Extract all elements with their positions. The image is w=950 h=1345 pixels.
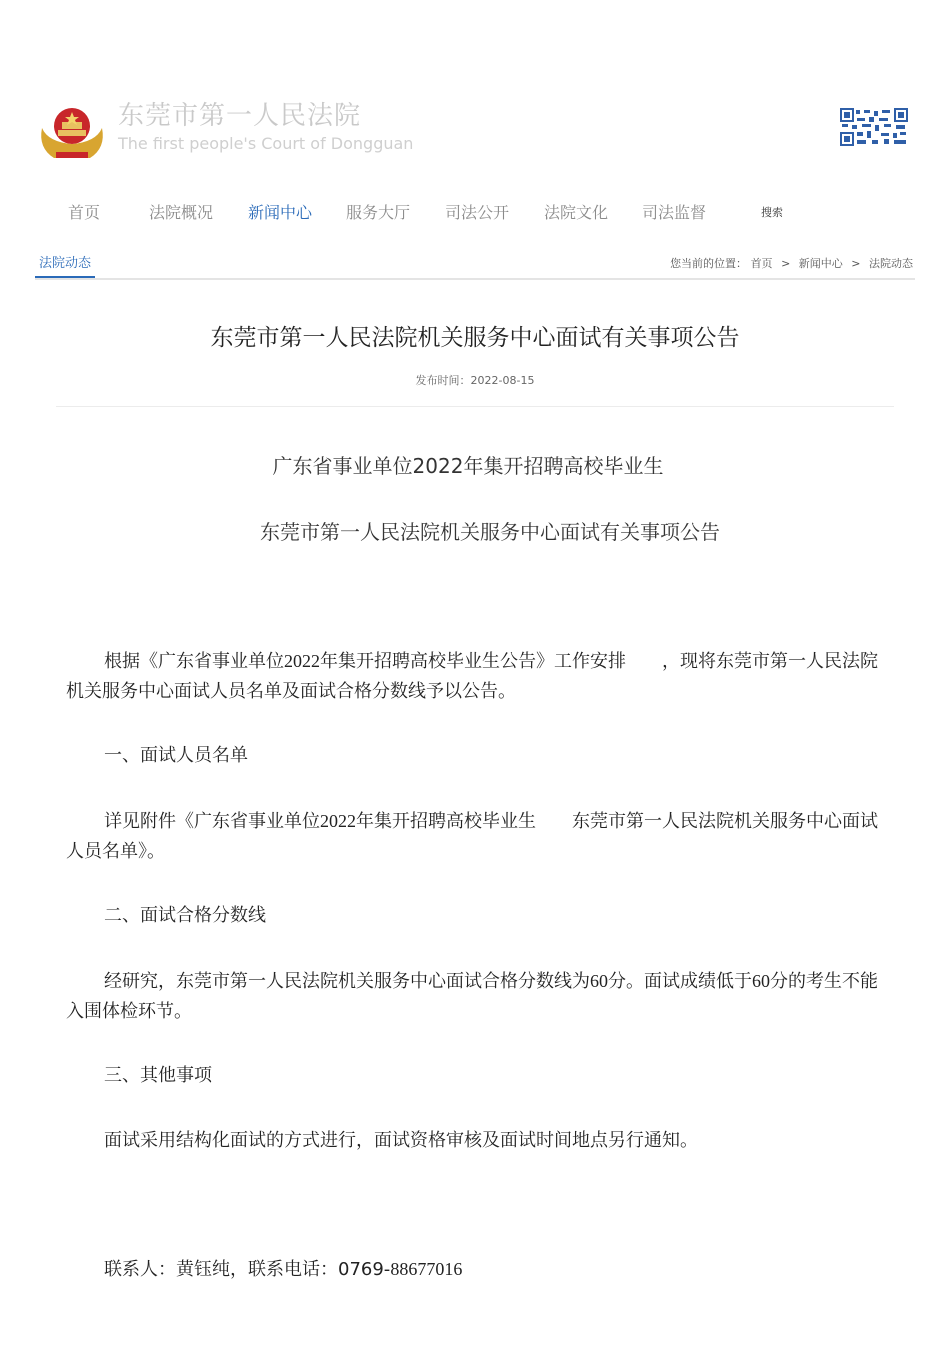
section-heading-1: 一、面试人员名单 (104, 745, 248, 766)
nav-item-judicial-supervision[interactable]: 司法监督 (642, 203, 707, 222)
nav-item-service-hall[interactable]: 服务大厅 (346, 203, 411, 222)
breadcrumb-prefix: 您当前的位置： (670, 257, 748, 270)
contact-line (66, 1254, 878, 1285)
tab-court-news[interactable]: 法院动态 (35, 254, 95, 278)
title-divider (56, 406, 894, 407)
paragraph-attachment (66, 806, 878, 867)
paragraph-intro (66, 646, 878, 707)
nav-item-court-overview[interactable]: 法院概况 (149, 203, 214, 222)
contact-prefix: 联系人：黄钰纯，联系电话： (104, 1259, 338, 1280)
contact-area-code: 0769- (338, 1259, 391, 1280)
para3-text-b: 分。面试成绩低于 (608, 971, 752, 992)
para2-text-c: 东莞市第一人民法院机关服务中心面试人员名单》。 (66, 811, 878, 862)
para1-year: 2022 (284, 651, 320, 671)
breadcrumb-link-home[interactable]: 首页 (750, 257, 773, 270)
publish-date-label: 发布时间： (415, 374, 471, 387)
qr-code-icon (840, 108, 908, 146)
para1-text-c: ，现将东莞市第一人民法院机关服务中心面试人员名单及面试合格分数线予以公告。 (66, 651, 878, 702)
section-heading-2: 二、面试合格分数线 (104, 905, 266, 926)
article-heading-line1: 广东省事业单位2022年集开招聘高校毕业生 (272, 454, 664, 478)
nav-item-news-center[interactable]: 新闻中心 (248, 203, 313, 222)
para3-score-2: 60 (752, 971, 770, 991)
para1-text-a: 根据《广东省事业单位 (104, 651, 284, 672)
article-title: 东莞市第一人民法院机关服务中心面试有关事项公告 (210, 325, 740, 351)
nav-item-home[interactable]: 首页 (68, 203, 101, 222)
court-emblem-icon (36, 108, 108, 160)
nav-item-court-culture[interactable]: 法院文化 (544, 203, 609, 222)
main-nav (0, 198, 950, 232)
search-button[interactable]: 搜索 (761, 206, 783, 219)
nav-item-judicial-openness[interactable]: 司法公开 (445, 203, 510, 222)
publish-date (0, 373, 950, 389)
breadcrumb-separator: > (851, 257, 861, 270)
breadcrumb (670, 254, 913, 274)
section-bar (35, 252, 915, 280)
section-heading-3: 三、其他事项 (104, 1065, 212, 1086)
paragraph-other-matters: 面试采用结构化面试的方式进行，面试资格审核及面试时间地点另行通知。 (104, 1130, 698, 1151)
site-subtitle: The first people's Court of Dongguan (118, 134, 414, 153)
article-heading-line2: 东莞市第一人民法院机关服务中心面试有关事项公告 (260, 520, 720, 544)
paragraph-passing-score (66, 966, 878, 1027)
para3-score-1: 60 (590, 971, 608, 991)
site-header (0, 0, 950, 180)
para2-text-a: 详见附件《广东省事业单位 (104, 811, 320, 832)
breadcrumb-link-news-center[interactable]: 新闻中心 (798, 257, 843, 270)
para1-text-b: 年集开招聘高校毕业生公告》工作安排 (320, 651, 626, 672)
breadcrumb-separator: > (781, 257, 791, 270)
publish-date-value: 2022-08-15 (470, 374, 535, 387)
site-title: 东莞市第一人民法院 (118, 101, 362, 131)
para3-text-c: 分的考生不能入围体检环节。 (66, 971, 878, 1022)
para2-year: 2022 (320, 811, 356, 831)
contact-phone-number: 88677016 (390, 1259, 463, 1279)
breadcrumb-link-court-news[interactable]: 法院动态 (869, 257, 913, 270)
para3-text-a: 经研究，东莞市第一人民法院机关服务中心面试合格分数线为 (104, 971, 590, 992)
para2-text-b: 年集开招聘高校毕业生 (356, 811, 536, 832)
